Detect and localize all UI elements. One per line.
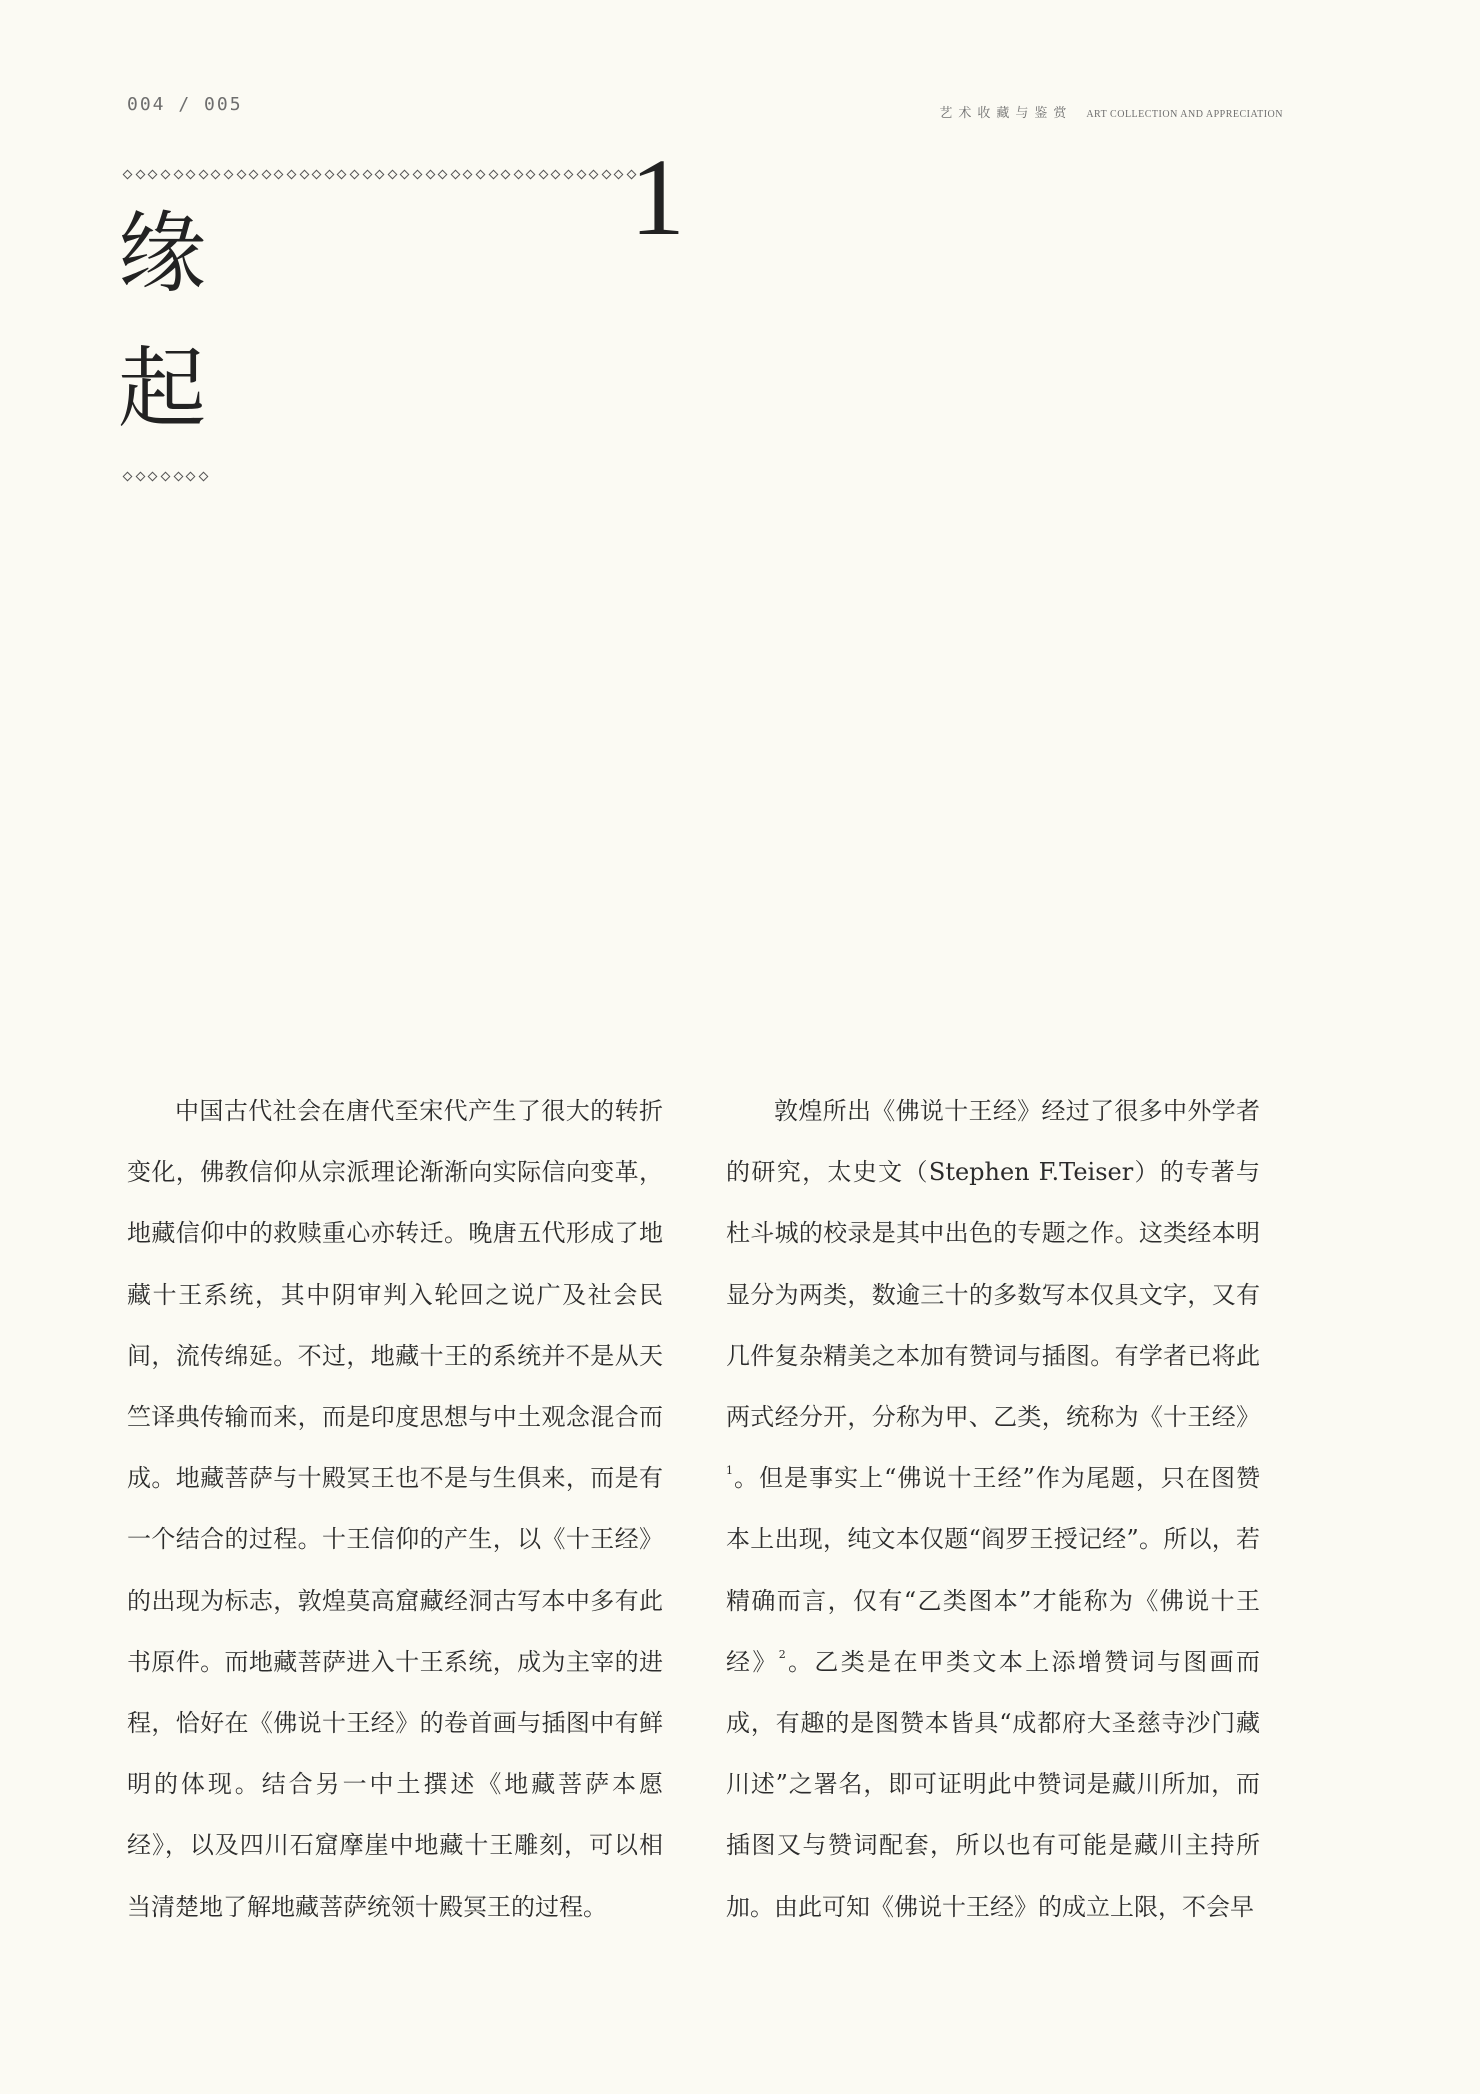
page-number: 004 / 005 [127, 94, 243, 115]
diamond-ornament [186, 170, 196, 180]
diamond-ornament [324, 170, 334, 180]
diamond-ornament [135, 170, 145, 180]
diamond-ornament [312, 170, 322, 180]
diamond-ornament [274, 170, 284, 180]
footnote-ref[interactable]: 1 [726, 1464, 733, 1478]
body-text-segment: 。但是事实上“佛说十王经”作为尾题，只在图赞本上出现，纯文本仅题“阎罗王授记经”。所以，若精确而言，仅有“乙类图本”才能称为《佛说十王经》 [726, 1464, 1260, 1676]
diamond-ornament [350, 170, 360, 180]
diamond-ornament [614, 170, 624, 180]
diamond-ornament [475, 170, 485, 180]
diamond-ornament [526, 170, 536, 180]
diamond-ornament [601, 170, 611, 180]
body-paragraph-right [726, 1081, 1260, 1938]
diamond-ornament [186, 472, 196, 482]
diamond-ornament [148, 170, 158, 180]
diamond-ornament [161, 170, 171, 180]
diamond-ornament-long [122, 171, 637, 178]
diamond-ornament [438, 170, 448, 180]
diamond-ornament [425, 170, 435, 180]
diamond-ornament [261, 170, 271, 180]
diamond-ornament [463, 170, 473, 180]
diamond-ornament [551, 170, 561, 180]
diamond-ornament [513, 170, 523, 180]
magazine-title-cn: 艺术收藏与鉴赏 [939, 106, 1073, 121]
diamond-ornament [123, 170, 133, 180]
diamond-ornament [299, 170, 309, 180]
body-paragraph-left: 中国古代社会在唐代至宋代产生了很大的转折变化，佛教信仰从宗派理论渐渐向实际信向变革，地藏信仰中的救赎重心亦转迁。晚唐五代形成了地藏十王系统，其中阴审判入轮回之说广及社会民间，流传绵延。不过，地藏十王的系统并不是从天竺译典传输而来，而是印度思想与中土观念混合而成。地藏菩萨与十殿冥王也不是与生俱来，而是有一个结合的过程。十王信仰的产生，以《十王经》的出现为标志，敦煌莫高窟藏经洞古写本中多有此书原件。而地藏菩萨进入十王系统，成为主宰的进程，恰好在《佛说十王经》的卷首画与插图中有鲜明的体现。结合另一中土撰述《地藏菩萨本愿经》，以及四川石窟摩崖中地藏十王雕刻，可以相当清楚地了解地藏菩萨统领十殿冥王的过程。 [127, 1097, 663, 1921]
diamond-ornament [362, 170, 372, 180]
diamond-ornament [198, 170, 208, 180]
diamond-ornament [135, 472, 145, 482]
diamond-ornament [488, 170, 498, 180]
diamond-ornament [224, 170, 234, 180]
diamond-ornament [148, 472, 158, 482]
diamond-ornament [211, 170, 221, 180]
chapter-number: 1 [630, 136, 685, 258]
diamond-ornament-short [122, 473, 209, 480]
diamond-ornament [576, 170, 586, 180]
diamond-ornament [236, 170, 246, 180]
diamond-ornament [249, 170, 259, 180]
diamond-ornament [387, 170, 397, 180]
body-text-segment: 敦煌所出《佛说十王经》经过了很多中外学者的研究，太史文（Stephen F.Teiser）的专著与杜斗城的校录是其中出色的专题之作。这类经本明显分为两类，数逾三十的多数写本仅具文字，又有几件复杂精美之本加有赞词与插图。有学者已将此两式经分开，分称为甲、乙类，统称为《十王经》 [726, 1097, 1260, 1432]
diamond-ornament [123, 472, 133, 482]
chapter-title-char-2: 起 [118, 337, 207, 440]
diamond-ornament [538, 170, 548, 180]
diamond-ornament [413, 170, 423, 180]
diamond-ornament [375, 170, 385, 180]
diamond-ornament [287, 170, 297, 180]
magazine-title-en: ART COLLECTION AND APPRECIATION [1086, 109, 1283, 120]
diamond-ornament [161, 472, 171, 482]
diamond-ornament [450, 170, 460, 180]
diamond-ornament [400, 170, 410, 180]
diamond-ornament [501, 170, 511, 180]
running-header [939, 102, 1283, 121]
chapter-title-char-1: 缘 [118, 202, 207, 305]
diamond-ornament [337, 170, 347, 180]
diamond-ornament [198, 472, 208, 482]
footnote-ref[interactable]: 2 [778, 1647, 786, 1661]
body-text-segment: 。乙类是在甲类文本上添增赞词与图画而成，有趣的是图赞本皆具“成都府大圣慈寺沙门藏川述”之署名，即可证明此中赞词是藏川所加，而插图又与赞词配套，所以也有可能是藏川主持所加。由此可知《佛说十王经》的成立上限，不会早 [726, 1647, 1261, 1921]
diamond-ornament [173, 170, 183, 180]
diamond-ornament [173, 472, 183, 482]
diamond-ornament [589, 170, 599, 180]
diamond-ornament [564, 170, 574, 180]
